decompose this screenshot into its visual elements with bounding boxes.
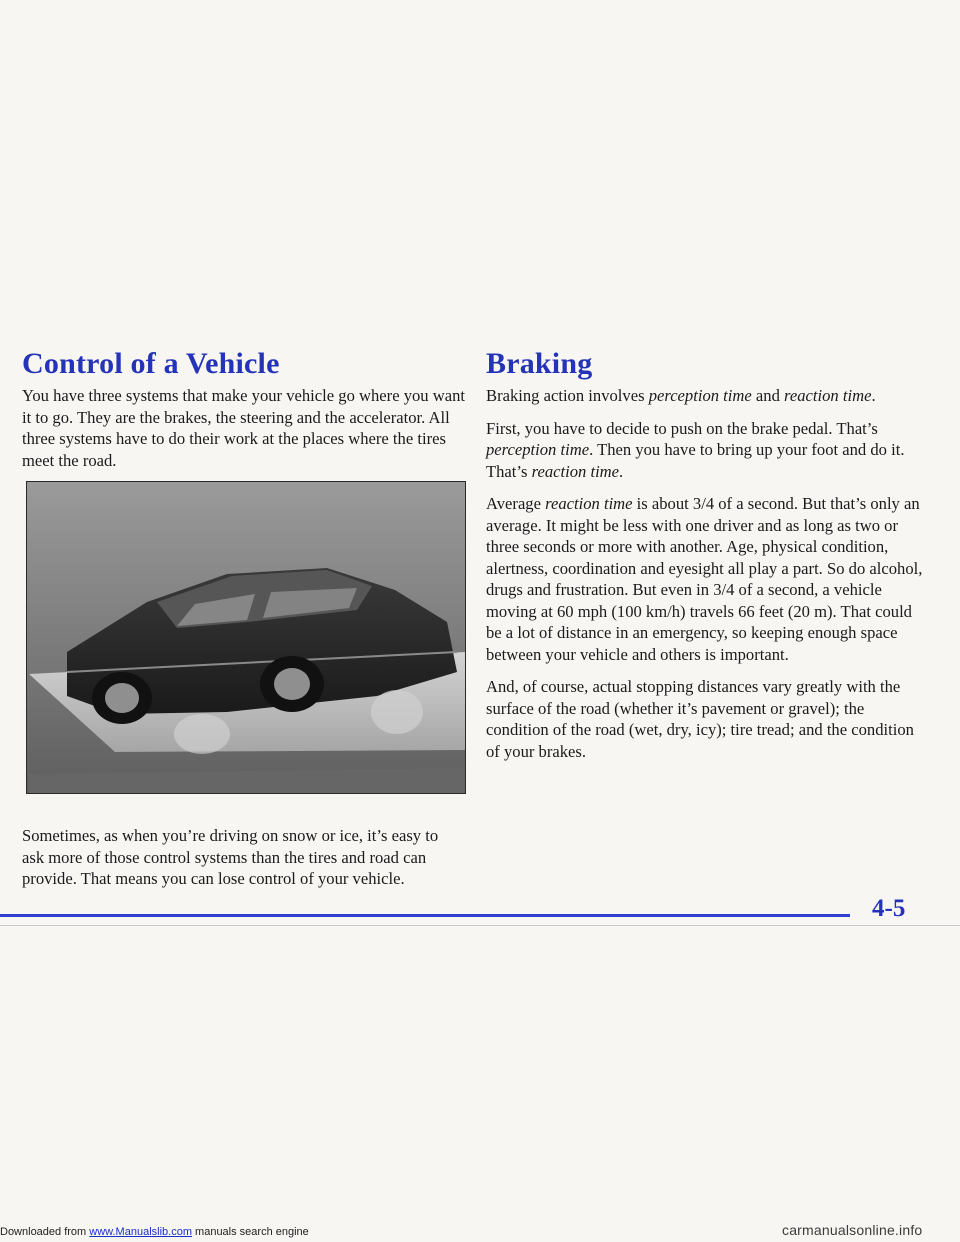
braking-paragraph-2: First, you have to decide to push on the brake pedal. That’s perception time. Then you have to bring up your foot and do it. That’s reaction time. <box>486 418 905 481</box>
term-reaction-time: reaction time <box>545 494 633 513</box>
manualslib-link[interactable]: www.Manualslib.com <box>89 1226 192 1238</box>
braking-column <box>486 385 926 773</box>
term-reaction-time: reaction time <box>531 461 620 481</box>
watermark-text: carmanualsonline.info <box>782 1222 923 1238</box>
term-reaction-time: reaction time <box>784 386 872 405</box>
control-intro-paragraph: You have three systems that make your vehicle go where you want it to go. They are the brakes, the steering and the accelerator. All three systems have to do their work at the places where the tires meet the road. <box>22 386 466 470</box>
section-heading-braking: Braking <box>486 347 593 380</box>
term-perception-time: perception time <box>486 440 590 459</box>
page-number: 4-5 <box>872 895 906 922</box>
download-credit: Downloaded from www.Manualslib.com manuals search engine <box>0 1226 309 1238</box>
footer-rule <box>0 914 850 917</box>
vehicle-illustration <box>26 481 466 794</box>
control-closing-paragraph: Sometimes, as when you’re driving on snow or ice, it’s easy to ask more of those control systems than the tires and road can provide. That means you can lose control of your vehicle. <box>22 826 439 888</box>
footer-thin-rule <box>0 925 960 926</box>
section-heading-control: Control of a Vehicle <box>22 347 280 380</box>
braking-paragraph-1: Braking action involves perception time and reaction time. <box>486 386 876 405</box>
braking-paragraph-4: And, of course, actual stopping distances vary greatly with the surface of the road (whether it’s pavement or gravel); the condition of the road (wet, dry, icy); tire tread; and the condition of your brakes. <box>486 677 914 761</box>
term-perception-time: perception time <box>648 386 752 405</box>
braking-paragraph-3: Average reaction time is about 3/4 of a second. But that’s only an average. It might be less with one driver and as long as two or three seconds or more with another. Age, physical condition, alertness, coordination and eyesight all play a part. So do alcohol, drugs and frustration. But even in 3/4 of a second, a vehicle moving at 60 mph (100 km/h) travels 66 feet (20 m). That could be a lot of distance in an emergency, so keeping enough space between your vehicle and others is important. <box>486 494 923 664</box>
